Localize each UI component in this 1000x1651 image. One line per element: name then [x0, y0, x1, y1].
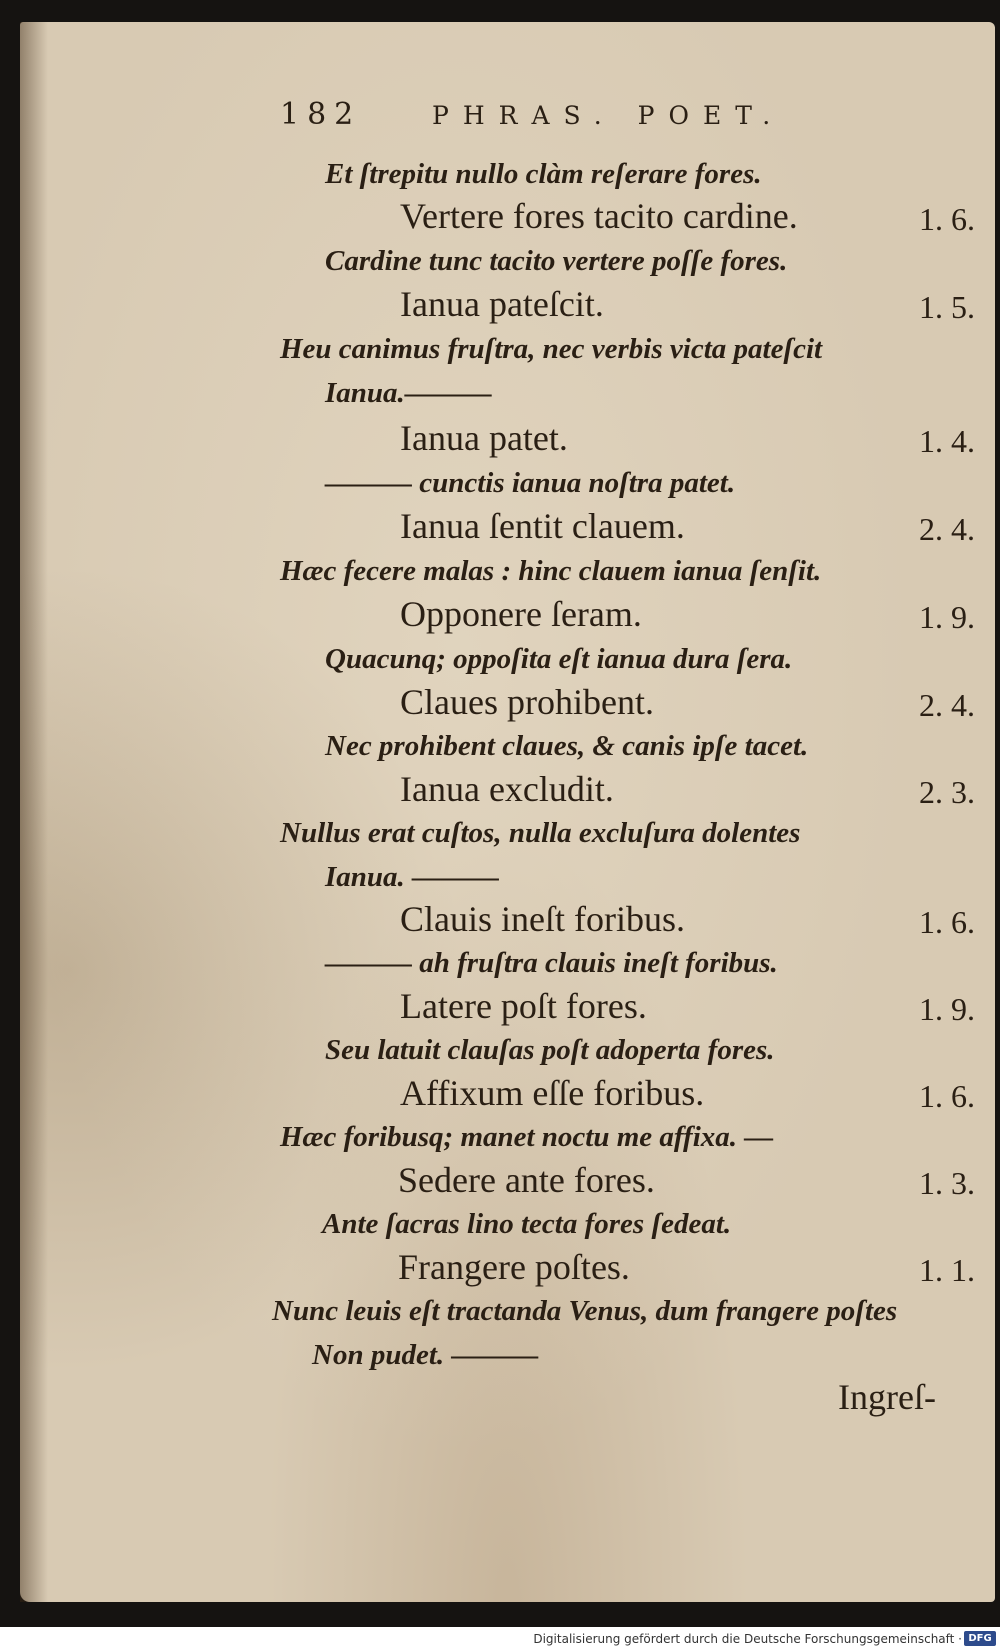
quote-line: ——— ah fruſtra clauis ineſt foribus. — [325, 947, 778, 979]
phrase-line: Ianua pateſcit. — [400, 284, 604, 324]
phrase-line: Ianua ſentit clauem. — [400, 506, 685, 546]
reference: 2. 3. — [919, 774, 975, 810]
reference: 1. 6. — [919, 1078, 975, 1114]
quote-line: Hæc fecere malas : hinc clauem ianua ſenſit. — [280, 555, 822, 587]
gutter-shadow — [20, 22, 48, 1602]
phrase-line: Latere poſt fores. — [400, 986, 647, 1026]
digitization-footer — [0, 1627, 1000, 1651]
page-number: 182 — [280, 97, 362, 132]
reference: 1. 6. — [919, 201, 975, 237]
phrase-line: Ianua excludit. — [400, 769, 614, 809]
reference: 2. 4. — [919, 511, 975, 547]
quote-line: Heu canimus fruſtra, nec verbis victa pateſcit — [280, 333, 823, 365]
phrase-line: Sedere ante fores. — [398, 1160, 655, 1200]
phrase-line: Opponere ſeram. — [400, 594, 642, 634]
quote-line: Quacunq; oppoſita eſt ianua dura ſera. — [325, 643, 793, 675]
dfg-logo: DFG — [964, 1631, 996, 1646]
quote-line: Ante ſacras lino tecta fores ſedeat. — [322, 1208, 732, 1240]
quote-line: Et ſtrepitu nullo clàm reſerare fores. — [325, 158, 762, 190]
reference: 1. 6. — [919, 904, 975, 940]
reference: 1. 3. — [919, 1165, 975, 1201]
phrase-line: Vertere fores tacito cardine. — [400, 196, 798, 236]
phrase-line: Claues prohibent. — [400, 682, 654, 722]
reference: 1. 9. — [919, 599, 975, 635]
phrase-line: Affixum eſſe foribus. — [400, 1073, 705, 1113]
quote-line: Nec prohibent claues, & canis ipſe tacet. — [325, 730, 809, 762]
quote-line: Nullus erat cuſtos, nulla excluſura dolentes — [280, 817, 801, 849]
phrase-line: Frangere poſtes. — [398, 1247, 630, 1287]
reference: 1. 1. — [919, 1252, 975, 1288]
quote-line: Non pudet. ——— — [312, 1339, 539, 1371]
quote-line: Ianua. ——— — [325, 861, 500, 893]
running-title: PHRAS. POET. — [432, 101, 785, 130]
quote-line: Nunc leuis eſt tractanda Venus, dum frangere poſtes — [272, 1295, 898, 1327]
quote-line: Seu latuit clauſas poſt adoperta fores. — [325, 1034, 775, 1066]
quote-line: ——— cunctis ianua noſtra patet. — [325, 467, 736, 499]
reference: 1. 9. — [919, 991, 975, 1027]
quote-line: Ianua.——— — [325, 377, 492, 409]
catchword: Ingreſ- — [838, 1377, 936, 1417]
quote-line: Cardine tunc tacito vertere poſſe fores. — [325, 245, 788, 277]
reference: 1. 5. — [919, 289, 975, 325]
reference: 2. 4. — [919, 687, 975, 723]
phrase-line: Clauis ineſt foribus. — [400, 899, 685, 939]
reference: 1. 4. — [919, 423, 975, 459]
phrase-line: Ianua patet. — [400, 418, 568, 458]
quote-line: Hæc foribusq; manet noctu me affixa. — — [280, 1121, 774, 1153]
footer-credit: Digitalisierung gefördert durch die Deutsche Forschungsgemeinschaft · — [533, 1632, 962, 1646]
